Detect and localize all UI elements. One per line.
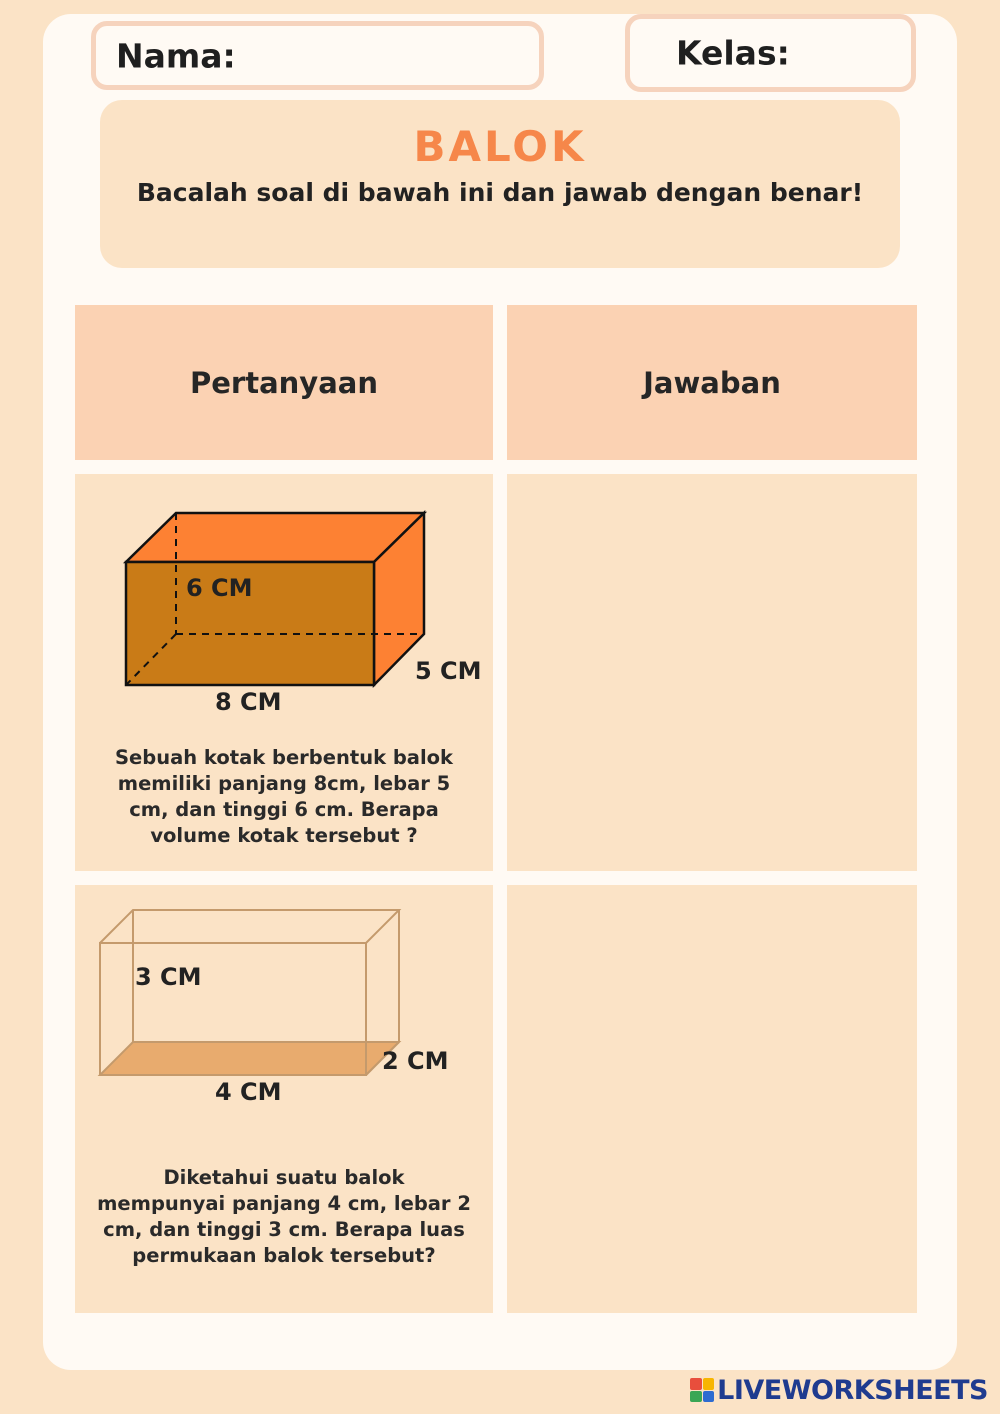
question-text-2 [75, 1165, 493, 1269]
question-cell-2 [75, 885, 493, 1313]
kelas-label: Kelas: [676, 33, 790, 73]
title-box [100, 100, 900, 268]
cuboid-top-face [126, 513, 424, 562]
length-label: 4 CM [215, 1078, 282, 1106]
question-line: permukaan balok tersebut? [132, 1244, 436, 1267]
cuboid-top-edges [100, 910, 399, 943]
height-label: 6 CM [186, 574, 253, 602]
length-label: 8 CM [215, 688, 282, 716]
header-cell-answer [507, 305, 917, 460]
question-line: Diketahui suatu balok [163, 1166, 405, 1189]
question-line: cm, dan tinggi 6 cm. Berapa [129, 798, 439, 821]
answer-cell-2[interactable] [507, 885, 917, 1313]
header-cell-question [75, 305, 493, 460]
question-cell-1 [75, 474, 493, 871]
cuboid-base-face [100, 1042, 399, 1075]
column-header-question: Pertanyaan [190, 365, 378, 400]
width-label: 2 CM [382, 1047, 449, 1075]
height-label: 3 CM [135, 963, 202, 991]
answer-cell-1[interactable] [507, 474, 917, 871]
nama-field[interactable] [91, 21, 544, 90]
liveworksheets-logo[interactable] [690, 1374, 988, 1406]
question-line: memiliki panjang 8cm, lebar 5 [117, 772, 451, 795]
question-line: volume kotak tersebut ? [150, 824, 418, 847]
brand-name: LIVEWORKSHEETS [717, 1374, 988, 1406]
question-line: cm, dan tinggi 3 cm. Berapa luas [103, 1218, 465, 1241]
cuboid-figure-2 [75, 885, 493, 1125]
column-header-answer: Jawaban [643, 365, 781, 400]
width-label: 5 CM [415, 657, 482, 685]
nama-label: Nama: [116, 36, 236, 75]
kelas-field[interactable] [625, 14, 916, 92]
instruction-text: Bacalah soal di bawah ini dan jawab dengan benar! [136, 178, 864, 207]
question-text-1 [75, 745, 493, 849]
cuboid-figure-1 [75, 474, 493, 734]
question-line: Sebuah kotak berbentuk balok [114, 746, 453, 769]
liveworksheets-logo-icon [690, 1378, 714, 1402]
question-line: mempunyai panjang 4 cm, lebar 2 [97, 1192, 471, 1215]
worksheet-title: BALOK [413, 122, 587, 171]
